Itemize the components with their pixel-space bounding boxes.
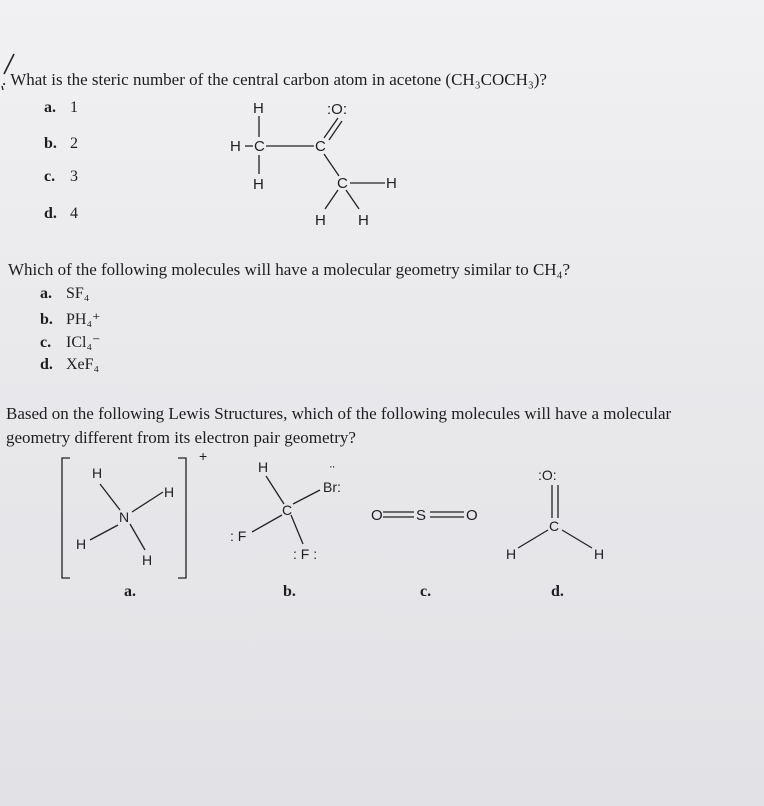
q2-option-b-text: PH₄⁺: [66, 311, 101, 328]
q2-option-a-text: SF₄: [66, 285, 90, 302]
q3-question-line1: Based on the following Lewis Structures, which of the following molecules will have a molecular: [6, 404, 672, 423]
q2-option-c-text: ICl₄⁻: [66, 334, 101, 351]
structure-c-o-left: O: [371, 507, 383, 524]
structure-a-h-left: H: [76, 536, 87, 552]
acetone-atom-h-left: H: [230, 138, 241, 155]
structure-a-ammonium: [55, 445, 215, 585]
structure-d-h-left: H: [506, 546, 517, 562]
structure-d-oxygen: :O:: [538, 467, 557, 483]
q2-option-a[interactable]: [40, 285, 89, 303]
q2-option-d-letter: d.: [40, 356, 53, 373]
structure-a-h-right: H: [164, 484, 175, 500]
q2-option-a-letter: a.: [40, 285, 52, 302]
acetone-atom-c-left: C: [254, 138, 265, 155]
q1-number-marker: .: [2, 70, 7, 89]
structure-b-br-dots-top: ¨: [330, 463, 335, 479]
q1-option-c-text: 3: [70, 168, 78, 185]
q3-question-line2: geometry different from its electron pair geometry?: [6, 428, 356, 447]
acetone-atom-h-top: H: [253, 100, 264, 117]
structure-a-h-bottom: H: [142, 552, 153, 568]
structure-d-h-right: H: [594, 546, 605, 562]
q2-option-c[interactable]: [40, 332, 100, 352]
q1-option-d-text: 4: [70, 205, 78, 222]
q2-option-d[interactable]: [40, 356, 99, 374]
q1-question: [2, 70, 547, 90]
q1-option-a[interactable]: [44, 99, 78, 117]
acetone-atom-h-right: H: [386, 175, 397, 192]
q2-option-b[interactable]: [40, 309, 100, 329]
structure-d-c: C: [549, 518, 560, 534]
structure-b-c: C: [282, 502, 293, 518]
q1-option-b[interactable]: [44, 135, 78, 153]
structure-a-h-top: H: [92, 465, 103, 481]
q1-option-d[interactable]: [44, 205, 78, 223]
structure-c-so2: [360, 490, 500, 540]
structure-c-label[interactable]: c.: [420, 583, 432, 600]
q2-question: Which of the following molecules will have a molecular geometry similar to CH₄?: [8, 260, 571, 279]
structure-d-formaldehyde: [495, 455, 620, 565]
structure-d-label[interactable]: d.: [551, 583, 564, 600]
q2-option-d-text: XeF₄: [66, 356, 100, 373]
q1-option-b-text: 2: [70, 135, 78, 152]
structure-b: [220, 450, 370, 580]
structure-b-h: H: [258, 459, 269, 475]
acetone-atom-c-right: C: [337, 175, 348, 192]
q1-option-c-letter: c.: [44, 168, 56, 185]
structure-c-s: S: [416, 507, 427, 524]
q1-option-d-letter: d.: [44, 205, 57, 222]
structure-b-f-bottom: : F :: [293, 546, 318, 562]
structure-c-o-right: O: [466, 507, 478, 524]
structure-b-f-left: : F: [230, 528, 247, 544]
q1-question-text: What is the steric number of the central carbon atom in acetone (CH₃COCH₃)?: [10, 70, 547, 89]
structure-a-charge: +: [199, 448, 208, 464]
q2-option-c-letter: c.: [40, 334, 52, 351]
q1-option-b-letter: b.: [44, 135, 57, 152]
structure-b-label[interactable]: b.: [283, 583, 296, 600]
q1-option-a-text: 1: [70, 99, 78, 116]
acetone-atom-h-lower-left: H: [315, 212, 326, 229]
acetone-atom-oxygen: :O:: [327, 101, 348, 118]
acetone-atom-h-bottom: H: [253, 176, 264, 193]
acetone-atom-h-lower-right: H: [358, 212, 369, 229]
q1-option-c[interactable]: [44, 168, 78, 186]
structure-a-n: N: [119, 509, 130, 525]
structure-b-br: Br:: [323, 479, 341, 495]
q1-option-a-letter: a.: [44, 99, 56, 116]
acetone-atom-c-center: C: [315, 138, 326, 155]
acetone-structure: [215, 95, 415, 235]
q2-option-b-letter: b.: [40, 311, 53, 328]
structure-a-label[interactable]: a.: [124, 583, 136, 600]
